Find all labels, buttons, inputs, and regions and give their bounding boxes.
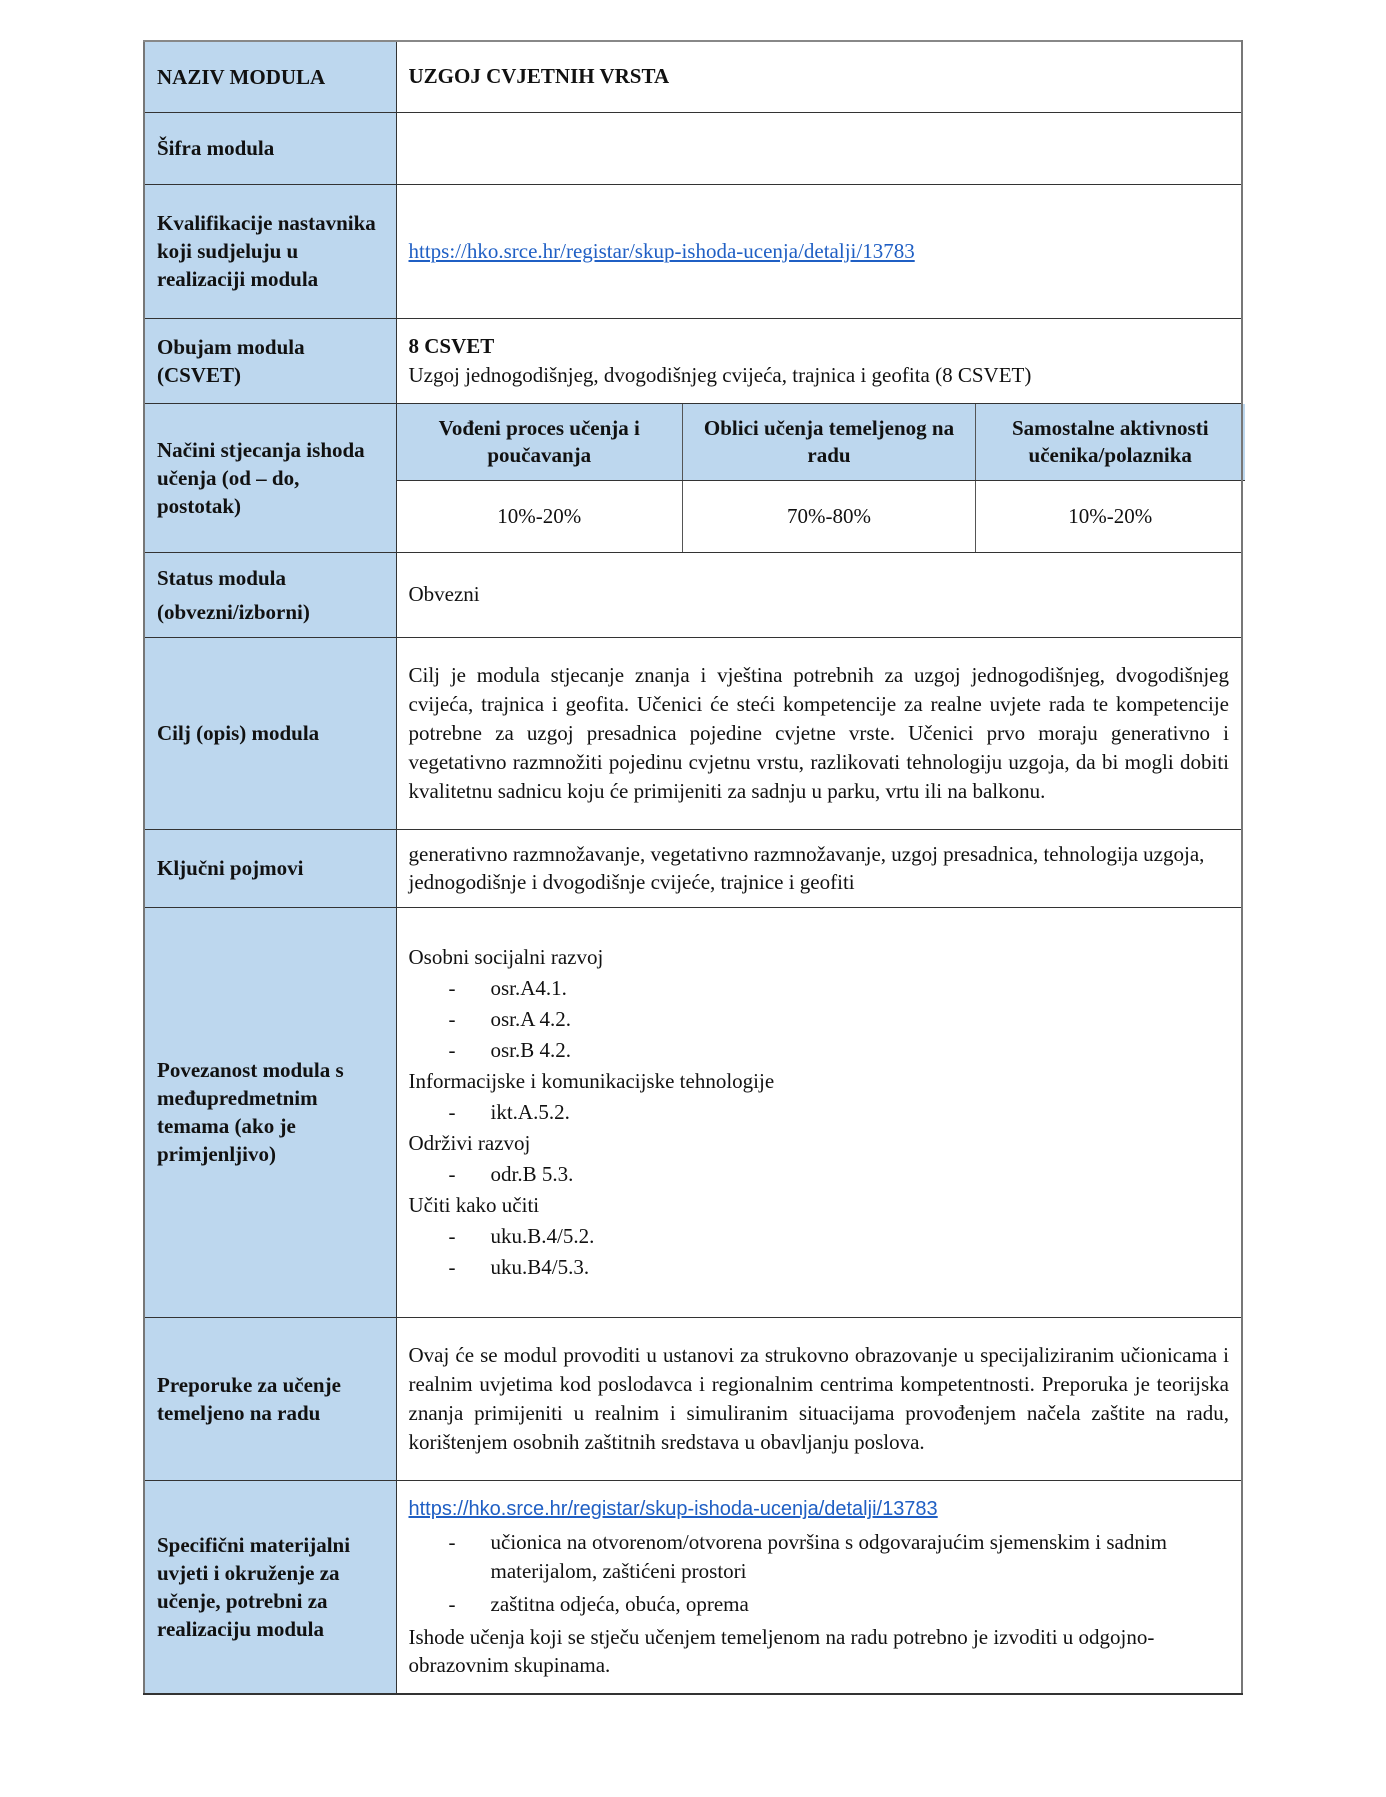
nacini-value-3: 10%-20% — [976, 481, 1245, 552]
list-item — [409, 1035, 1230, 1066]
value-kljucni: generativno razmnožavanje, vegetativno razmnožavanje, uzgoj presadnica, tehnologija uzgoja, jednogodišnje i dvogodišnje cvijeće, trajnice i geofiti — [396, 829, 1242, 907]
group-title: Održivi razvoj — [408, 1130, 531, 1155]
specificni-footer: Ishode učenja koji se stječu učenjem temeljenom na radu potrebno je izvoditi u odgojno-obrazovnim skupinama. — [408, 1625, 1155, 1678]
group-list — [409, 1097, 1230, 1128]
group-list — [409, 1221, 1230, 1283]
dash-marker: - — [448, 1099, 456, 1124]
dash-marker: - — [448, 975, 456, 1000]
item-text: ikt.A.5.2. — [490, 1099, 570, 1124]
nacini-header-2: Oblici učenja temeljenog na radu — [683, 404, 976, 481]
item-text: odr.B 5.3. — [490, 1161, 574, 1186]
value-povezanost — [396, 907, 1242, 1317]
group-list — [409, 973, 1230, 1066]
row-naziv — [144, 41, 1242, 112]
list-item — [409, 1590, 1230, 1619]
group-title: Osobni socijalni razvoj — [408, 944, 604, 969]
row-kvalifikacije — [144, 184, 1242, 318]
label-obujam: Obujam modula (CSVET) — [144, 318, 396, 403]
dash-marker: - — [448, 1161, 456, 1186]
group-title: Učiti kako učiti — [408, 1192, 540, 1217]
nacini-value-row — [397, 481, 1245, 552]
label-preporuke: Preporuke za učenje temeljeno na radu — [144, 1317, 396, 1480]
value-obujam — [396, 318, 1242, 403]
specificni-list — [409, 1528, 1230, 1619]
label-naziv: NAZIV MODULA — [144, 41, 396, 112]
row-status — [144, 552, 1242, 637]
group-title: Informacijske i komunikacijske tehnologije — [408, 1068, 775, 1093]
list-item — [409, 1159, 1230, 1190]
group-list — [409, 1159, 1230, 1190]
nacini-value-2: 70%-80% — [683, 481, 976, 552]
row-nacini — [144, 403, 1242, 552]
value-cilj: Cilj je modula stjecanje znanja i vještina potrebnih za uzgoj jednogodišnjeg, dvogodišnjeg cvijeća, trajnica i geofita. Učenici će steći kompetencije za realne uvjete rada te kompetencije potrebne za uzgoj presadnica pojedine cvjetne vrste. Učenici prvo moraju generativno i vegetativno razmnožiti pojedinu cvjetnu vrstu, razlikovati tehnologiju uzgoja, da bi mogli dobiti kvalitetnu sadnicu koju će primijeniti za sadnju u parku, vrtu ili na balkonu. — [396, 637, 1242, 829]
label-povezanost: Povezanost modula s međupredmetnim temama (ako je primjenljivo) — [144, 907, 396, 1317]
dash-marker: - — [448, 1530, 456, 1555]
row-povezanost — [144, 907, 1242, 1317]
dash-marker: - — [448, 1254, 456, 1279]
row-preporuke — [144, 1317, 1242, 1480]
item-text: uku.B4/5.3. — [490, 1254, 590, 1279]
nacini-value-1: 10%-20% — [497, 503, 582, 528]
obujam-csvet: 8 CSVET — [408, 333, 495, 358]
value-kvalifikacije — [396, 184, 1242, 318]
obujam-detail: Uzgoj jednogodišnjeg, dvogodišnjeg cvijeća, trajnica i geofita (8 CSVET) — [408, 362, 1032, 387]
row-kljucni — [144, 829, 1242, 907]
dash-marker: - — [448, 1223, 456, 1248]
item-text: uku.B.4/5.2. — [490, 1223, 595, 1248]
value-specificni — [396, 1480, 1242, 1694]
dash-marker: - — [448, 1006, 456, 1031]
module-table — [143, 40, 1243, 1695]
nacini-subtable — [397, 404, 1245, 552]
nacini-header-row — [397, 404, 1245, 481]
item-text: učionica na otvorenom/otvorena površina s odgovarajućim sjemenskim i sadnim materijalom, zaštićeni prostori — [490, 1530, 1168, 1584]
dash-marker: - — [448, 1592, 456, 1617]
value-sifra — [396, 112, 1242, 184]
nacini-header-3: Samostalne aktivnosti učenika/polaznika — [976, 404, 1245, 481]
label-nacini: Načini stjecanja ishoda učenja (od – do, postotak) — [144, 403, 396, 552]
dash-marker: - — [448, 1037, 456, 1062]
list-item — [409, 1004, 1230, 1035]
label-cilj: Cilj (opis) modula — [144, 637, 396, 829]
list-item — [409, 1097, 1230, 1128]
row-cilj — [144, 637, 1242, 829]
item-text: zaštitna odjeća, obuća, oprema — [490, 1592, 749, 1617]
row-obujam — [144, 318, 1242, 403]
label-kljucni: Ključni pojmovi — [144, 829, 396, 907]
label-sifra: Šifra modula — [144, 112, 396, 184]
label-status: Status modula (obvezni/izborni) — [144, 552, 396, 637]
list-item — [409, 1528, 1230, 1586]
list-item — [409, 973, 1230, 1004]
value-status: Obvezni — [396, 552, 1242, 637]
list-item — [409, 1221, 1230, 1252]
value-nacini — [396, 403, 1242, 552]
label-specificni: Specifični materijalni uvjeti i okruženje za učenje, potrebni za realizaciju modula — [144, 1480, 396, 1694]
kvalifikacije-link[interactable]: https://hko.srce.hr/registar/skup-ishoda-ucenja/detalji/13783 — [408, 238, 915, 263]
row-sifra — [144, 112, 1242, 184]
row-specificni — [144, 1480, 1242, 1694]
label-kvalifikacije: Kvalifikacije nastavnika koji sudjeluju u realizaciji modula — [144, 184, 396, 318]
value-naziv: UZGOJ CVJETNIH VRSTA — [396, 41, 1242, 112]
item-text: osr.B 4.2. — [490, 1037, 572, 1062]
specificni-link[interactable]: https://hko.srce.hr/registar/skup-ishoda-ucenja/detalji/13783 — [408, 1498, 938, 1521]
item-text: osr.A 4.2. — [490, 1006, 572, 1031]
list-item — [409, 1252, 1230, 1283]
item-text: osr.A4.1. — [490, 975, 567, 1000]
value-preporuke: Ovaj će se modul provoditi u ustanovi za strukovno obrazovanje u specijaliziranim učionicama i realnim uvjetima kod poslodavca i regionalnim centrima kompetentnosti. Preporuka je teorijska znanja primijeniti u realnim i simuliranim situacijama provođenjem načela zaštite na radu, korištenjem osobnih zaštitnih sredstava u obavljanju poslova. — [396, 1317, 1242, 1480]
nacini-header-1: Vođeni proces učenja i poučavanja — [397, 404, 683, 481]
